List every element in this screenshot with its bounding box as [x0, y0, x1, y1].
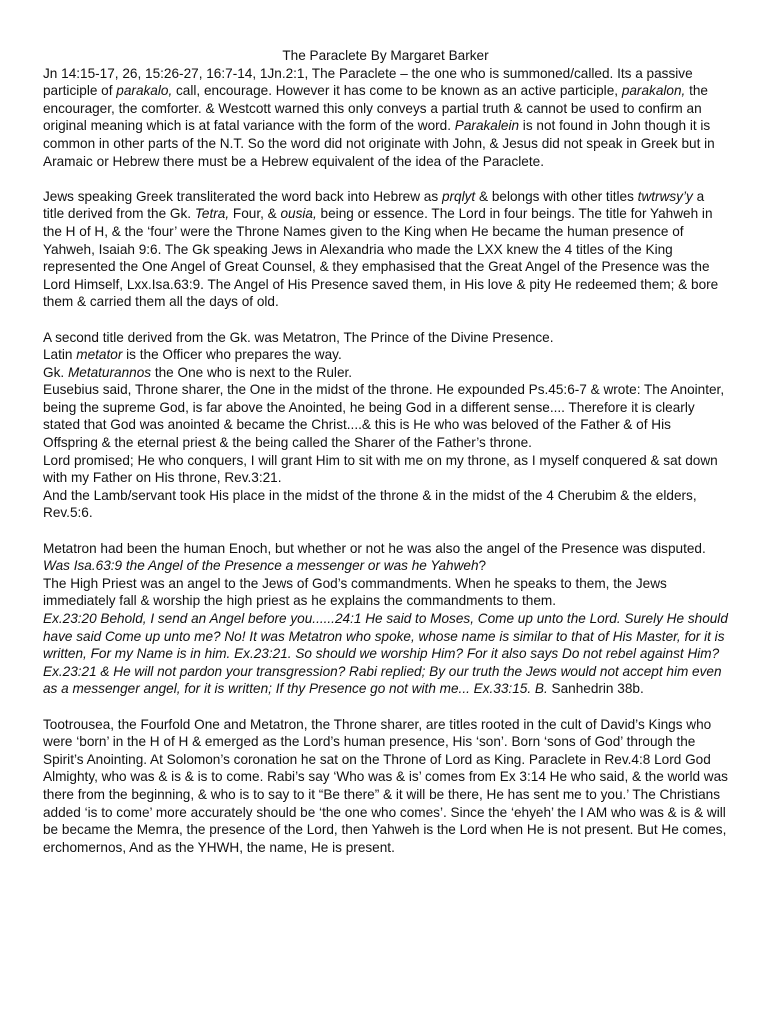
paragraph: [43, 610, 728, 698]
text-run: the encourager, the comforter. & Westcott warned this only conveys a partial truth & cannot be used to confirm an original meaning which is at fatal variance with the form of the word.: [43, 83, 708, 134]
paragraph: [43, 329, 728, 347]
italic-text: Ex.23:20 Behold, I send an Angel before you......24:1 He said to Moses, Come up unto the Lord. Surely He should have said Come up unto me? No! It was Metatron who spoke, whose name is similar to that of His Master, for it is written, For my Name is in him. Ex.23:21. So should we worship Him? For it also says Do not rebel against Him? Ex.23:21 & He will not pardon your transgression? Rabi replied; By our truth the Jews would not accept him even as a messenger angel, for it is written; If thy Presence go not with me... Ex.33:15. B.: [43, 611, 728, 697]
text-run: being or essence. The Lord in four beings. The title for Yahweh in the H of H, & the ‘four’ were the Throne Names given to the King when He became the human presence of Yahweh, Isaiah 9:6. The Gk speaking Jews in Alexandria who made the LXX knew the 4 titles of the King represented the One Angel of Great Counsel, & they emphasised that the Great Angel of the Presence was the Lord Himself, Lxx.Isa.63:9. The Angel of His Presence saved them, in His love & pity He redeemed them; & bore them & carried them all the days of old.: [43, 206, 719, 310]
paragraph-gap: [43, 170, 728, 188]
italic-text: parakalon,: [621, 83, 686, 99]
text-run: Lord promised; He who conquers, I will grant Him to sit with me on my throne, as I myself conquered & sat down with my Father on His throne, Rev.3:21.: [43, 452, 718, 486]
italic-text: prqlyt: [441, 188, 476, 204]
text-run: Tootrousea, the Fourfold One and Metatron, the Throne sharer, are titles rooted in the cult of David’s Kings who were ‘born’ in the H of H & emerged as the Lord’s human presence, His ‘son’. Born ‘sons of God’ through the Spirit’s Anointing. At Solomon’s coronation he sat on the Throne of Lord as King. Paraclete in Rev.4:8 Lord God Almighty, who was & is & is to come. Rabi’s say ‘Who was & is’ comes from Ex 3:14 He who said, & the world was there from the beginning, & who is to say to it “Be there” & it will be there, He has sent me to you.’ The Christians added ‘is to come’ more accurately should be ‘the one who comes’. Since the ‘ehyeh’ the I AM who was & is & will be became the Memra, the presence of the Lord, then Yahweh is the Lord when He is not present. But He comes, erchomernos, And as the YHWH, the name, He is present.: [43, 716, 728, 855]
text-run: Jews speaking Greek transliterated the word back into Hebrew as: [43, 188, 442, 204]
paragraph: [43, 540, 728, 575]
paragraph: [43, 487, 728, 522]
text-run: And the Lamb/servant took His place in the midst of the throne & in the midst of the 4 Cherubim & the elders, Rev.5:6.: [43, 487, 697, 521]
italic-text: Was Isa.63:9 the Angel of the Presence a messenger or was he Yahweh: [43, 558, 479, 574]
text-run: Gk.: [43, 364, 68, 380]
italic-text: twtrwsy’y: [637, 188, 693, 204]
paragraph: [43, 575, 728, 610]
italic-text: ousia,: [280, 206, 317, 222]
text-run: The High Priest was an angel to the Jews of God’s commandments. When he speaks to them, the Jews immediately fall & worship the high priest as he explains the commandments to them.: [43, 575, 667, 609]
paragraph-gap: [43, 698, 728, 716]
text-run: Latin: [43, 347, 77, 363]
paragraph: [43, 188, 728, 311]
paragraph: [43, 716, 728, 857]
text-run: Sanhedrin 38b.: [547, 681, 644, 697]
document-body: [43, 65, 728, 857]
italic-text: Metaturannos: [67, 364, 152, 380]
text-run: a title derived from the Gk.: [43, 188, 705, 222]
italic-text: Tetra,: [194, 206, 230, 222]
italic-text: metator: [76, 347, 123, 363]
text-run: ?: [478, 558, 487, 574]
paragraph: [43, 346, 728, 364]
text-run: & belongs with other titles: [475, 188, 638, 204]
text-run: is not found in John though it is common in other parts of the N.T. So the word did not originate with John, & Jesus did not speak in Greek but in Aramaic or Hebrew there must be a Hebrew equivalent of the idea of the Paraclete.: [43, 118, 715, 169]
paragraph-gap: [43, 311, 728, 329]
text-run: Four, &: [229, 206, 281, 222]
text-run: call, encourage. However it has come to be known as an active participle,: [172, 83, 622, 99]
paragraph: [43, 381, 728, 451]
italic-text: parakalo,: [116, 83, 173, 99]
text-run: Metatron had been the human Enoch, but whether or not he was also the angel of the Presence was disputed.: [43, 540, 706, 556]
paragraph: [43, 65, 728, 171]
paragraph: [43, 452, 728, 487]
text-run: A second title derived from the Gk. was Metatron, The Prince of the Divine Presence.: [43, 329, 554, 345]
paragraph-gap: [43, 522, 728, 540]
text-run: Eusebius said, Throne sharer, the One in the midst of the throne. He expounded Ps.45:6-7 & wrote: The Anointer, being the supreme God, is far above the Anointed, he being God in a different sense.... Therefore it is clearly stated that God was anointed & became the Christ....& this is He who was beloved of the Father & of His Offspring & the eternal priest & the being called the Sharer of the Father’s throne.: [43, 382, 725, 451]
text-run: Jn 14:15-17, 26, 15:26-27, 16:7-14, 1Jn.2:1, The Paraclete – the one who is summoned/called. Its a passive participle of: [43, 65, 693, 99]
text-run: is the Officer who prepares the way.: [122, 347, 342, 363]
text-run: the One who is next to the Ruler.: [151, 364, 353, 380]
document-title: The Paraclete By Margaret Barker: [282, 48, 489, 63]
paragraph: [43, 364, 728, 382]
italic-text: Parakalein: [454, 118, 520, 134]
